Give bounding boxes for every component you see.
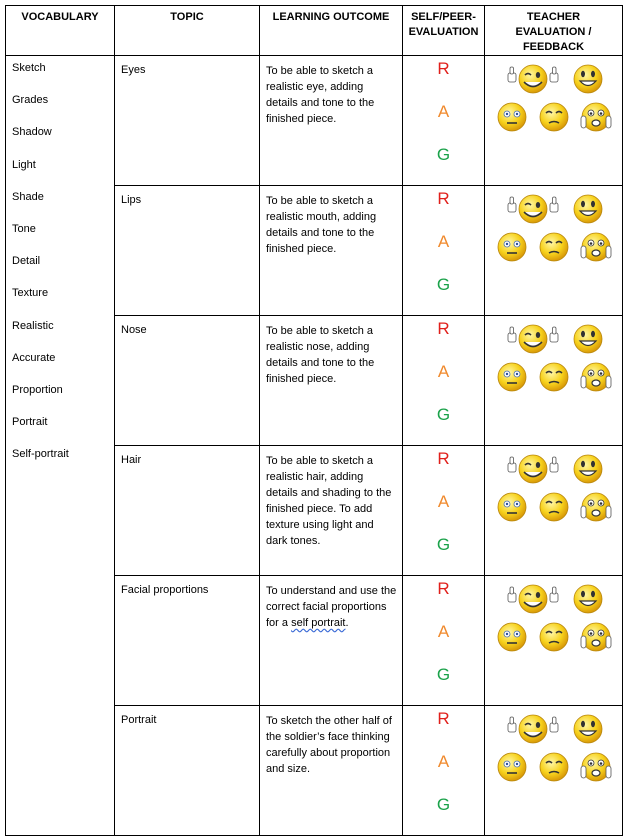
teacher-feedback-cell [485, 56, 623, 186]
self-peer-evaluation-header: SELF/PEER-EVALUATION [403, 6, 485, 56]
rag-red[interactable]: R [437, 709, 450, 728]
worried-face-icon[interactable] [579, 750, 613, 784]
vocabulary-item: Realistic [12, 319, 54, 332]
topic-header: TOPIC [115, 6, 260, 56]
topic-cell: Hair [115, 446, 260, 576]
neutral-face-icon[interactable] [495, 230, 529, 264]
vocabulary-item: Tone [12, 222, 36, 235]
happy-face-icon[interactable] [571, 582, 605, 616]
rag-green[interactable]: G [436, 405, 451, 424]
vocabulary-item: Accurate [12, 351, 56, 364]
outcome-cell: To be able to sketch a realistic mouth, adding details and tone to the finished piece. [260, 186, 403, 316]
vocabulary-item: Self-portrait [12, 448, 69, 461]
worried-face-icon[interactable] [579, 230, 613, 264]
outcome-cell: To be able to sketch a realistic nose, adding details and tone to the finished piece. [260, 316, 403, 446]
thumbs-up-wink-face-icon[interactable] [503, 322, 563, 356]
thumbs-up-wink-face-icon[interactable] [503, 712, 563, 746]
rag-red[interactable]: R [437, 449, 450, 468]
unsure-face-icon[interactable] [537, 750, 571, 784]
rag-cell [403, 446, 485, 576]
rag-red[interactable]: R [437, 189, 450, 208]
face-row [485, 192, 622, 226]
thumbs-up-wink-face-icon[interactable] [503, 62, 563, 96]
rag-amber[interactable]: A [437, 102, 450, 121]
happy-face-icon[interactable] [571, 62, 605, 96]
face-row [485, 750, 622, 784]
thumbs-up-wink-face-icon[interactable] [503, 582, 563, 616]
rag-green[interactable]: G [436, 795, 451, 814]
rag-cell [403, 706, 485, 836]
topic-cell: Nose [115, 316, 260, 446]
vocabulary-list [6, 56, 115, 836]
vocabulary-item: Light [12, 158, 36, 171]
face-row [485, 62, 622, 96]
happy-face-icon[interactable] [571, 452, 605, 486]
vocabulary-item: Proportion [12, 383, 63, 396]
rag-amber[interactable]: A [437, 362, 450, 381]
rag-red[interactable]: R [437, 319, 450, 338]
topic-cell: Lips [115, 186, 260, 316]
outcome-cell: To be able to sketch a realistic hair, adding details and shading to the finished piece. To add texture using light and dark tones. [260, 446, 403, 576]
face-row [485, 582, 622, 616]
rag-amber[interactable]: A [437, 232, 450, 251]
rag-green[interactable]: G [436, 275, 451, 294]
topic-cell: Eyes [115, 56, 260, 186]
unsure-face-icon[interactable] [537, 490, 571, 524]
worried-face-icon[interactable] [579, 100, 613, 134]
rag-cell [403, 576, 485, 706]
vocabulary-item: Portrait [12, 416, 48, 429]
face-row [485, 360, 622, 394]
rag-cell [403, 316, 485, 446]
table-row [6, 56, 623, 186]
neutral-face-icon[interactable] [495, 750, 529, 784]
teacher-feedback-cell [485, 576, 623, 706]
rag-green[interactable]: G [436, 535, 451, 554]
happy-face-icon[interactable] [571, 192, 605, 226]
vocabulary-item: Texture [12, 287, 49, 300]
outcome-cell: To sketch the other half of the soldier’s face thinking carefully about proportion and size. [260, 706, 403, 836]
face-row [485, 490, 622, 524]
unsure-face-icon[interactable] [537, 230, 571, 264]
teacher-feedback-cell [485, 706, 623, 836]
unsure-face-icon[interactable] [537, 100, 571, 134]
face-row [485, 620, 622, 654]
thumbs-up-wink-face-icon[interactable] [503, 452, 563, 486]
worried-face-icon[interactable] [579, 360, 613, 394]
rag-green[interactable]: G [436, 665, 451, 684]
teacher-feedback-cell [485, 186, 623, 316]
rag-green[interactable]: G [436, 145, 451, 164]
vocabulary-header: VOCABULARY [6, 6, 115, 56]
worried-face-icon[interactable] [579, 620, 613, 654]
teacher-evaluation-header: TEACHER EVALUATION / FEEDBACK [485, 6, 623, 56]
face-row [485, 322, 622, 356]
learning-outcome-header: LEARNING OUTCOME [260, 6, 403, 56]
neutral-face-icon[interactable] [495, 490, 529, 524]
happy-face-icon[interactable] [571, 322, 605, 356]
unsure-face-icon[interactable] [537, 620, 571, 654]
outcome-text-end: . [345, 617, 349, 629]
neutral-face-icon[interactable] [495, 360, 529, 394]
face-row [485, 100, 622, 134]
face-row [485, 712, 622, 746]
thumbs-up-wink-face-icon[interactable] [503, 192, 563, 226]
rag-red[interactable]: R [437, 579, 450, 598]
evaluation-table [5, 5, 623, 836]
outcome-cell [260, 576, 403, 706]
header-row [6, 6, 623, 56]
rag-cell [403, 186, 485, 316]
face-row [485, 230, 622, 264]
worried-face-icon[interactable] [579, 490, 613, 524]
rag-amber[interactable]: A [437, 492, 450, 511]
teacher-feedback-cell [485, 446, 623, 576]
face-row [485, 452, 622, 486]
topic-cell: Portrait [115, 706, 260, 836]
teacher-feedback-cell [485, 316, 623, 446]
unsure-face-icon[interactable] [537, 360, 571, 394]
vocabulary-item: Shadow [12, 126, 52, 139]
vocabulary-item: Detail [12, 255, 41, 268]
rag-red[interactable]: R [437, 59, 450, 78]
vocabulary-item: Sketch [12, 62, 46, 74]
neutral-face-icon[interactable] [495, 620, 529, 654]
topic-cell: Facial proportions [115, 576, 260, 706]
outcome-text: To understand and use the correct facial proportions for a [266, 585, 397, 629]
neutral-face-icon[interactable] [495, 100, 529, 134]
vocabulary-item: Grades [12, 94, 49, 107]
outcome-cell: To be able to sketch a realistic eye, adding details and tone to the finished piece. [260, 56, 403, 186]
rag-cell [403, 56, 485, 186]
rag-amber[interactable]: A [437, 752, 450, 771]
happy-face-icon[interactable] [571, 712, 605, 746]
outcome-underlined-text: self portrait [291, 617, 346, 629]
rag-amber[interactable]: A [437, 622, 450, 641]
vocabulary-item: Shade [12, 190, 44, 203]
